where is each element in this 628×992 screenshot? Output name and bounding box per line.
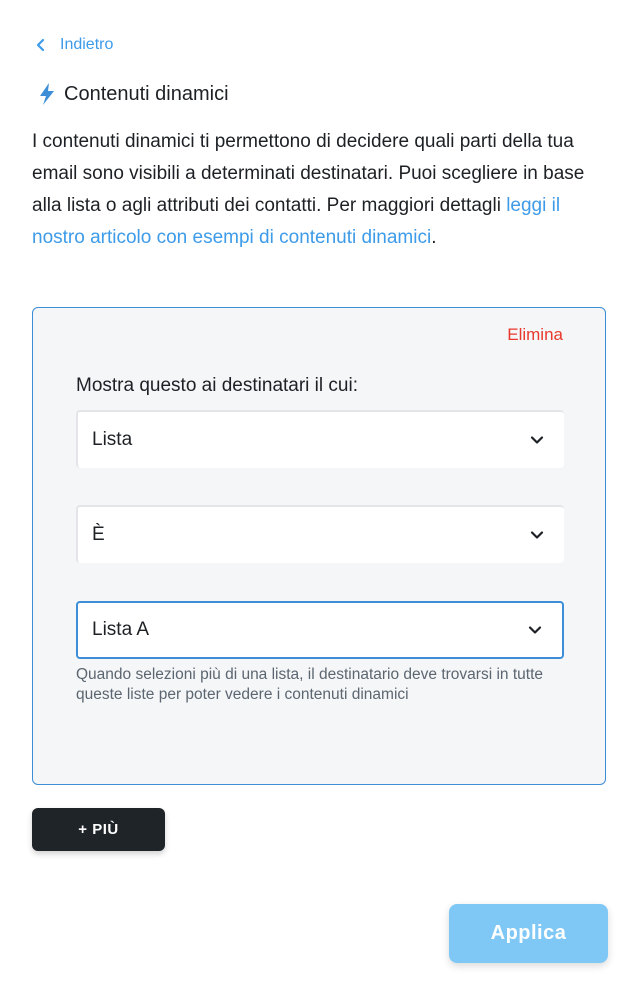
description-end: . bbox=[431, 227, 437, 248]
chevron-down-icon bbox=[528, 625, 542, 635]
operator-select[interactable] bbox=[76, 505, 564, 563]
description bbox=[32, 126, 592, 254]
field-select[interactable] bbox=[76, 410, 564, 468]
back-label: Indietro bbox=[60, 36, 114, 53]
chevron-down-icon bbox=[530, 435, 544, 445]
add-condition-button[interactable]: + PIÙ bbox=[32, 808, 165, 851]
description-text: I contenuti dinamici ti permettono di decidere quali parti della tua email sono visibili a determinati destinatari. Puoi scegliere in base alla lista o agli attributi dei contatti. Per maggiori dettagli bbox=[32, 131, 585, 216]
back-link[interactable] bbox=[34, 34, 113, 56]
chevron-left-icon bbox=[34, 38, 48, 52]
field-select-value: Lista bbox=[92, 429, 133, 450]
apply-button[interactable]: Applica bbox=[449, 904, 608, 963]
delete-button[interactable]: Elimina bbox=[507, 325, 563, 344]
condition-label: Mostra questo ai destinatari il cui: bbox=[76, 375, 358, 396]
operator-select-value: È bbox=[92, 524, 105, 545]
page-header bbox=[38, 81, 229, 107]
page-title: Contenuti dinamici bbox=[64, 82, 229, 105]
list-select-value: Lista A bbox=[92, 619, 150, 640]
lightning-icon bbox=[38, 82, 56, 106]
article-link[interactable]: leggi il nostro articolo con esempi di contenuti dinamici bbox=[32, 195, 561, 248]
chevron-down-icon bbox=[530, 530, 544, 540]
condition-card bbox=[32, 307, 606, 785]
list-select[interactable] bbox=[76, 601, 564, 659]
list-select-hint: Quando selezioni più di una lista, il destinatario deve trovarsi in tutte queste liste per poter vedere i contenuti dinamici bbox=[76, 666, 543, 703]
